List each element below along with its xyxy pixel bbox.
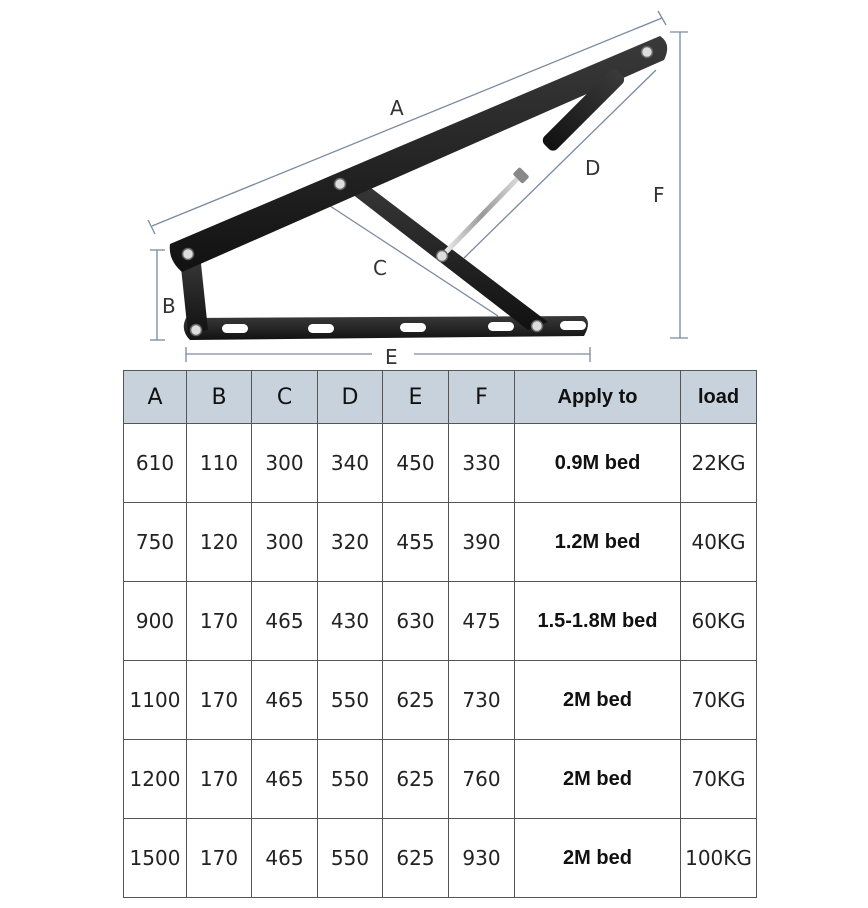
- dimension-label-c: C: [373, 256, 387, 280]
- cell-f: 475: [449, 582, 515, 661]
- cell-load: 40KG: [681, 503, 757, 582]
- cell-load: 22KG: [681, 424, 757, 503]
- cell-load: 70KG: [681, 661, 757, 740]
- cell-c: 465: [252, 740, 318, 819]
- bed-lift-mechanism-diagram: [0, 0, 868, 372]
- table-header-row: [124, 371, 757, 424]
- cell-load: 100KG: [681, 819, 757, 898]
- cell-a: 610: [124, 424, 187, 503]
- cell-apply-to: 2M bed: [515, 740, 681, 819]
- cell-load: 60KG: [681, 582, 757, 661]
- table-row: [124, 740, 757, 819]
- table-row: [124, 661, 757, 740]
- cell-load: 70KG: [681, 740, 757, 819]
- cell-d: 550: [318, 661, 383, 740]
- cell-apply-to: 2M bed: [515, 819, 681, 898]
- cell-f: 390: [449, 503, 515, 582]
- dimension-label-a: A: [390, 96, 404, 120]
- cell-e: 630: [383, 582, 449, 661]
- header-d: D: [318, 371, 383, 424]
- header-a: A: [124, 371, 187, 424]
- header-apply-to: Apply to: [515, 371, 681, 424]
- cell-d: 340: [318, 424, 383, 503]
- cell-b: 170: [187, 740, 252, 819]
- cell-a: 1200: [124, 740, 187, 819]
- cell-b: 170: [187, 582, 252, 661]
- table-row: [124, 424, 757, 503]
- table-row: [124, 503, 757, 582]
- header-f: F: [449, 371, 515, 424]
- cell-c: 465: [252, 819, 318, 898]
- cell-b: 170: [187, 819, 252, 898]
- cell-d: 320: [318, 503, 383, 582]
- cell-a: 1500: [124, 819, 187, 898]
- cell-e: 625: [383, 661, 449, 740]
- cell-apply-to: 1.2M bed: [515, 503, 681, 582]
- cell-d: 430: [318, 582, 383, 661]
- cell-c: 300: [252, 424, 318, 503]
- cell-e: 625: [383, 819, 449, 898]
- cell-c: 300: [252, 503, 318, 582]
- cell-f: 930: [449, 819, 515, 898]
- cell-f: 330: [449, 424, 515, 503]
- cell-d: 550: [318, 740, 383, 819]
- cell-f: 760: [449, 740, 515, 819]
- cell-d: 550: [318, 819, 383, 898]
- cell-e: 450: [383, 424, 449, 503]
- cell-apply-to: 1.5-1.8M bed: [515, 582, 681, 661]
- header-load: load: [681, 371, 757, 424]
- cell-c: 465: [252, 582, 318, 661]
- cell-apply-to: 0.9M bed: [515, 424, 681, 503]
- header-e: E: [383, 371, 449, 424]
- cell-apply-to: 2M bed: [515, 661, 681, 740]
- cell-e: 625: [383, 740, 449, 819]
- header-b: B: [187, 371, 252, 424]
- cell-b: 110: [187, 424, 252, 503]
- dimension-label-e: E: [385, 345, 398, 369]
- specification-table: [123, 370, 757, 898]
- table-row: [124, 582, 757, 661]
- cell-f: 730: [449, 661, 515, 740]
- header-c: C: [252, 371, 318, 424]
- dimension-label-d: D: [585, 156, 601, 180]
- cell-a: 900: [124, 582, 187, 661]
- cell-e: 455: [383, 503, 449, 582]
- dimension-label-f: F: [653, 183, 665, 207]
- cell-b: 120: [187, 503, 252, 582]
- table-row: [124, 819, 757, 898]
- dimension-label-b: B: [162, 294, 176, 318]
- cell-a: 750: [124, 503, 187, 582]
- cell-a: 1100: [124, 661, 187, 740]
- cell-b: 170: [187, 661, 252, 740]
- cell-c: 465: [252, 661, 318, 740]
